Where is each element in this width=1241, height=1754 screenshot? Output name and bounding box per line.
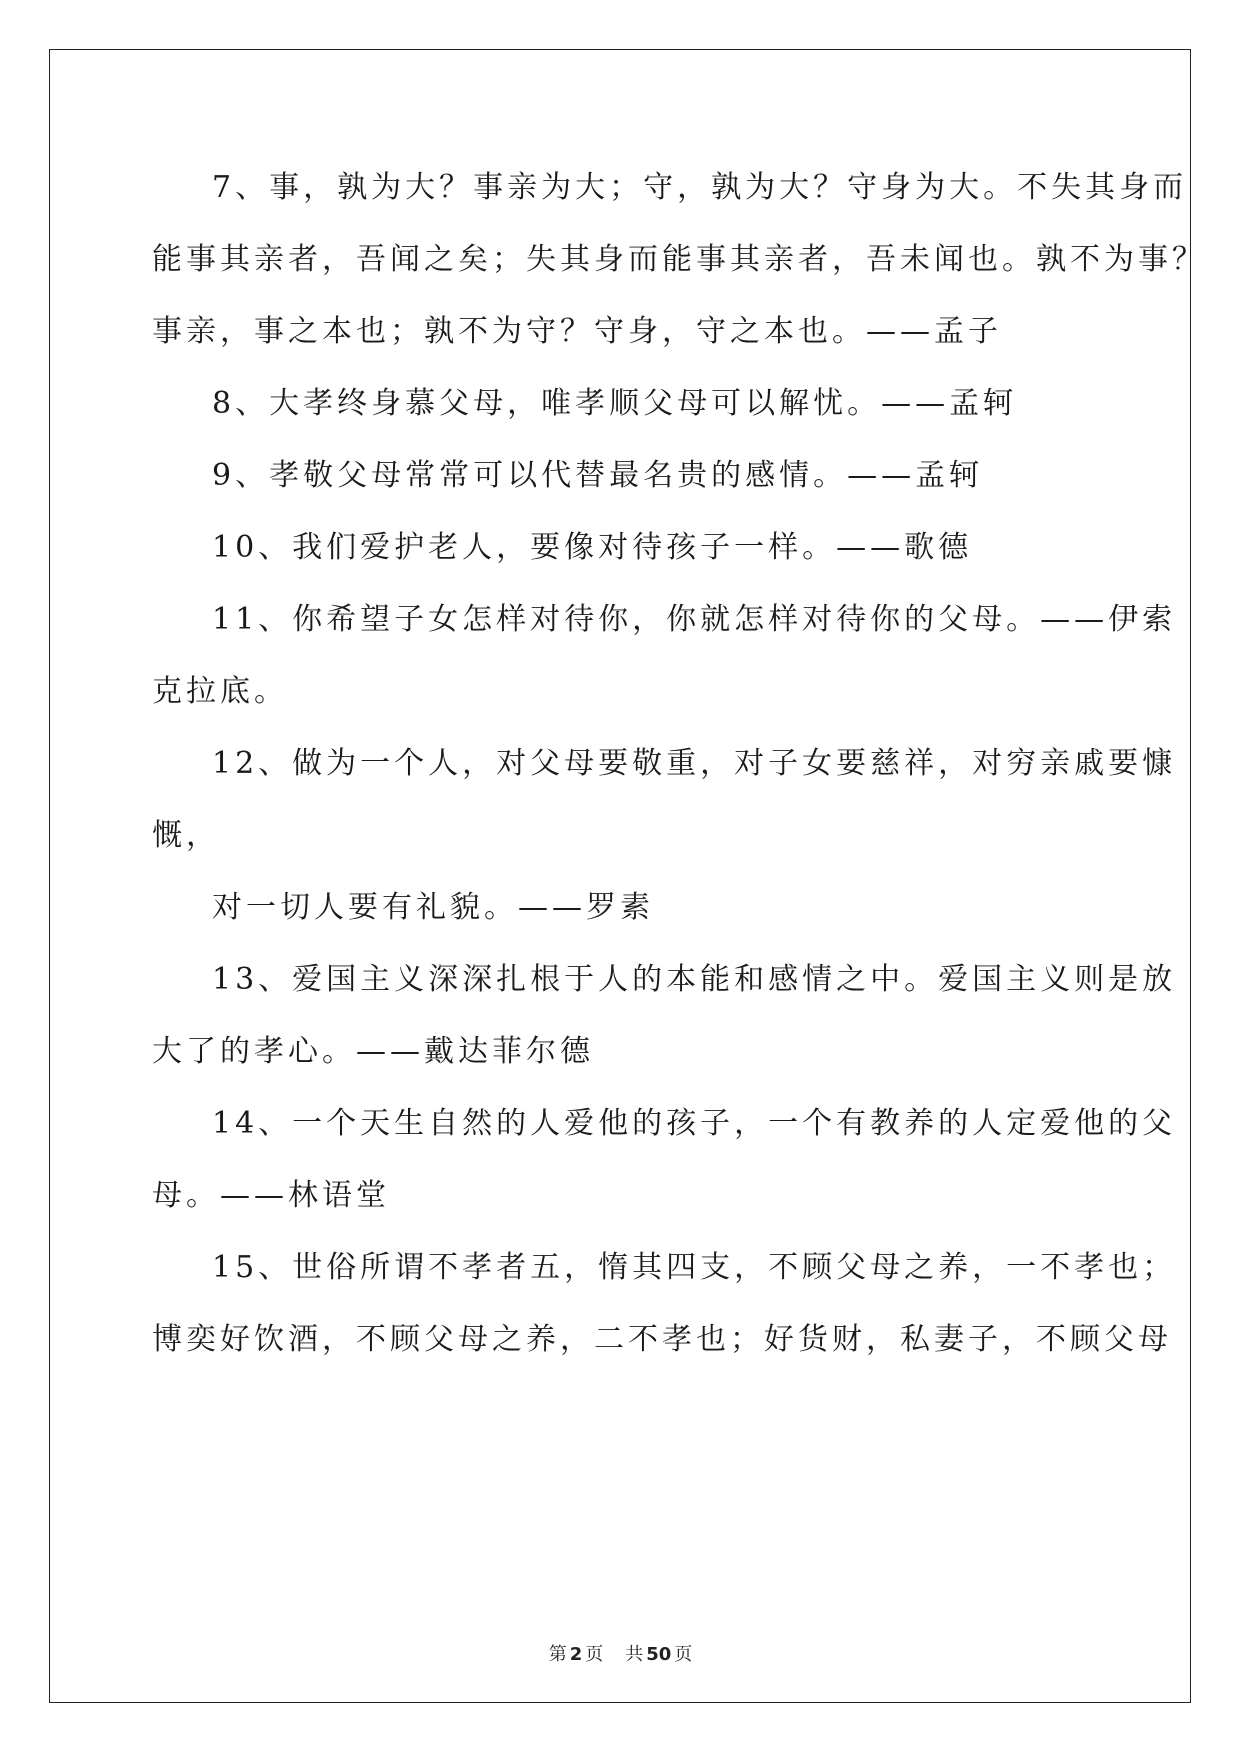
total-pages: 50 <box>646 1644 672 1665</box>
page-footer <box>0 1640 1241 1666</box>
total-prefix: 共 <box>625 1644 644 1665</box>
text-line: 母。——林语堂 <box>152 1178 390 1213</box>
text-line: 克拉底。 <box>152 674 288 709</box>
text-line: 9、孝敬父母常常可以代替最名贵的感情。——孟轲 <box>212 458 984 493</box>
text-line: 8、大孝终身慕父母，唯孝顺父母可以解忧。——孟轲 <box>212 386 1018 421</box>
document-body <box>152 162 1206 1386</box>
text-line: 13、爱国主义深深扎根于人的本能和感情之中。爱国主义则是放 <box>212 962 1177 997</box>
page-number: 2 <box>569 1644 583 1665</box>
text-line: 博奕好饮酒，不顾父母之养，二不孝也；好货财，私妻子，不顾父母 <box>152 1322 1172 1357</box>
page-prefix: 第 <box>548 1644 567 1665</box>
text-line: 对一切人要有礼貌。——罗素 <box>212 890 654 925</box>
total-unit: 页 <box>674 1644 693 1665</box>
text-line: 大了的孝心。——戴达菲尔德 <box>152 1034 594 1069</box>
text-line: 11、你希望子女怎样对待你，你就怎样对待你的父母。——伊索 <box>212 602 1177 637</box>
page-unit: 页 <box>585 1644 604 1665</box>
text-line: 能事其亲者，吾闻之矣；失其身而能事其亲者，吾未闻也。孰不为事？ <box>152 242 1206 277</box>
text-line: 慨， <box>152 818 220 853</box>
text-line: 14、一个天生自然的人爱他的孩子，一个有教养的人定爱他的父 <box>212 1106 1177 1141</box>
text-line: 事亲，事之本也；孰不为守？守身，守之本也。——孟子 <box>152 314 1002 349</box>
text-line: 12、做为一个人，对父母要敬重，对子女要慈祥，对穷亲戚要慷 <box>212 746 1177 781</box>
text-line: 10、我们爱护老人，要像对待孩子一样。——歌德 <box>212 530 973 565</box>
text-line: 7、事，孰为大？事亲为大；守，孰为大？守身为大。不失其身而 <box>212 170 1188 205</box>
text-line: 15、世俗所谓不孝者五，惰其四支，不顾父母之养，一不孝也； <box>212 1250 1177 1285</box>
